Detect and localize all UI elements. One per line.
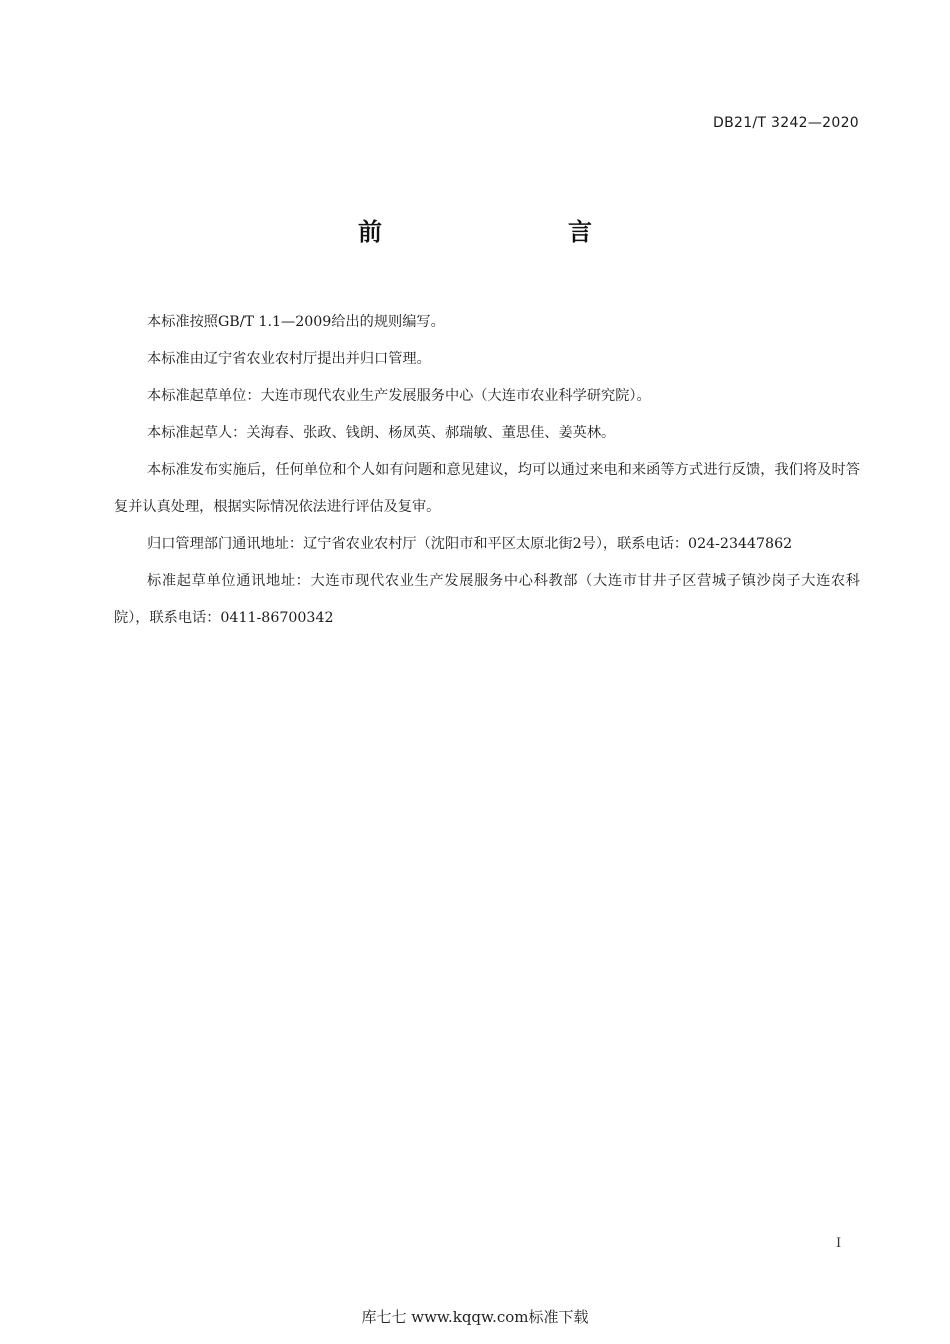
paragraph-feedback: 本标准发布实施后，任何单位和个人如有问题和意见建议，均可以通过来电和来函等方式进行反馈，我们将及时答复并认真处理，根据实际情况依法进行评估及复审。 <box>114 462 860 515</box>
standard-code: DB21/T 3242—2020 <box>713 115 859 131</box>
page-title: 前 言 <box>358 218 638 246</box>
paragraph-drafters: 本标准起草人：关海春、张政、钱朗、杨凤英、郝瑞敏、董思佳、姜英林。 <box>147 425 616 441</box>
watermark: 库七七 www.kqqw.com标准下载 <box>361 1308 589 1326</box>
paragraph-compilation-rules: 本标准按照GB/T 1.1—2009给出的规则编写。 <box>147 314 445 330</box>
paragraph-drafter-address: 标准起草单位通讯地址：大连市现代农业生产发展服务中心科教部（大连市甘井子区营城子镇沙岗子大连农科院），联系电话：0411-86700342 <box>114 573 860 626</box>
foreword-body <box>114 304 860 637</box>
paragraph-admin-address: 归口管理部门通讯地址：辽宁省农业农村厅（沈阳市和平区太原北街2号），联系电话：024-23447862 <box>147 536 793 552</box>
paragraph-proposer: 本标准由辽宁省农业农村厅提出并归口管理。 <box>147 351 431 367</box>
paragraph-drafting-unit: 本标准起草单位：大连市现代农业生产发展服务中心（大连市农业科学研究院）。 <box>147 388 651 404</box>
page-number: I <box>836 1236 842 1251</box>
